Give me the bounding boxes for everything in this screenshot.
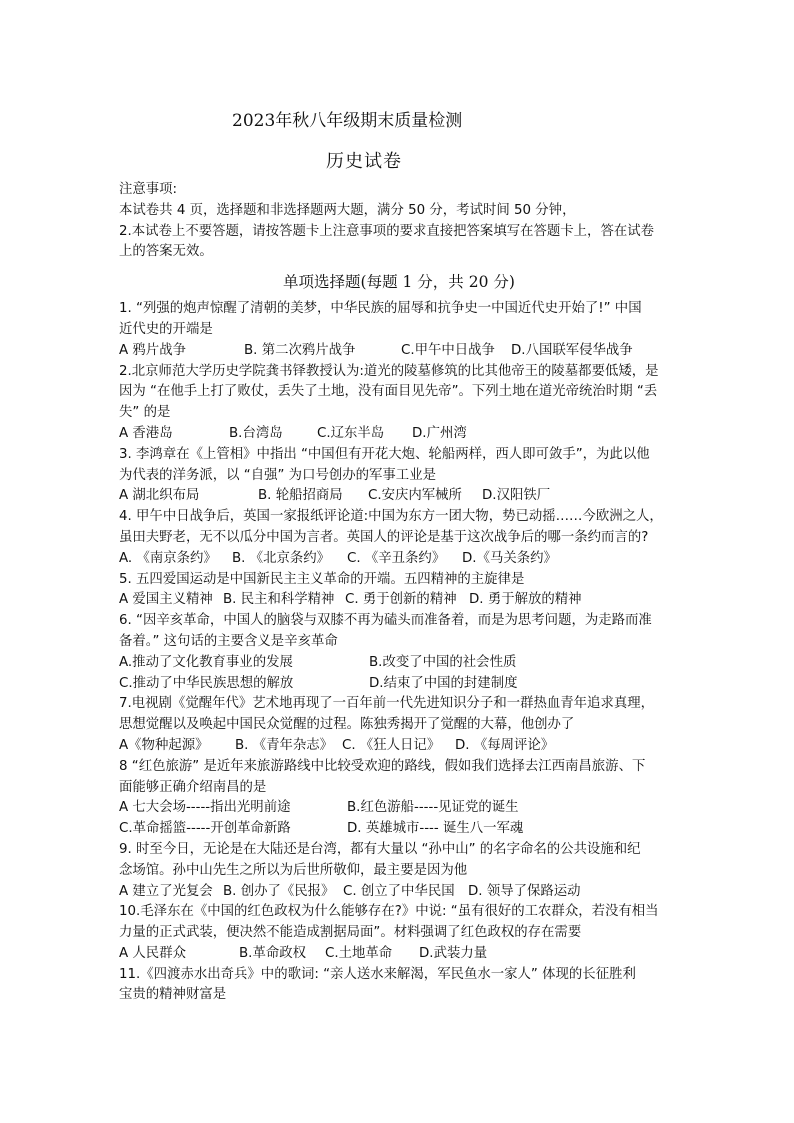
question-options: [119, 674, 679, 695]
option: A 香港岛: [119, 425, 173, 441]
option: A. 《南京条约》: [119, 550, 217, 566]
option: D.广州湾: [412, 425, 467, 441]
question: [119, 965, 679, 1007]
question-stem: 宝贵的精神财富是: [119, 987, 227, 1003]
question-stem: 7.电视剧《觉醒年代》艺术地再现了一百年前一代先进知识分子和一群热血青年追求真理，: [119, 696, 655, 712]
question-stem: 2.北京师范大学历史学院龚书铎教授认为:道光的陵墓修筑的比其他帝王的陵墓都要低矮，是: [119, 363, 659, 379]
question-options: [119, 819, 679, 840]
option: A.推动了文化教育事业的发展: [119, 654, 293, 670]
option: B.改变了中国的社会性质: [369, 654, 517, 670]
option: D. 勇于解放的精神: [469, 592, 582, 608]
notice-line: 2.本试卷上不要答题，请按答题卡上注意事项的要求直接把答案填写在答题卡上，答在试卷: [119, 223, 655, 239]
option: A 湖北织布局: [119, 488, 200, 504]
option: D.结束了中国的封建制度: [369, 675, 518, 691]
option: B. 轮船招商局: [258, 488, 343, 504]
option: D.汉阳铁厂: [482, 488, 551, 504]
question-stem: 失” 的是: [119, 405, 171, 421]
option: D. 英雄城市---- 诞生八一军魂: [347, 821, 524, 837]
question-stem: 6. “因辛亥革命，中国人的脑袋与双膝不再为磕头而准备着，而是为思考问题，为走路而准: [119, 613, 652, 629]
option: C.甲午中日战争: [401, 342, 495, 358]
option: C.推动了中华民族思想的解放: [119, 675, 294, 691]
exam-subject: 历史试卷: [326, 151, 402, 172]
section-title: 单项选择题(每题 1 分，共 20 分): [283, 273, 515, 292]
option: D. 《每周评论》: [455, 737, 555, 753]
question-stem: 3. 李鸿章在《上管相》中指出 “中国但有开花大炮、轮船两样，西人即可敛手”，为此以他: [119, 446, 650, 462]
question-options: [119, 424, 679, 445]
question: [119, 694, 679, 756]
option: B. 创办了《民报》: [223, 883, 335, 899]
question-stem: 8 “红色旅游” 是近年来旅游路线中比较受欢迎的路线，假如我们选择去江西南昌旅游、下: [119, 758, 646, 774]
option: A 鸦片战争: [119, 342, 186, 358]
question: [119, 840, 679, 902]
question-options: [119, 944, 679, 965]
question-stem: 9. 时至今日，无论是在大陆还是台湾，都有大量以 “孙中山” 的名字命名的公共设施和纪: [119, 841, 641, 857]
question-stem: 思想觉醒以及唤起中国民众觉醒的过程。陈独秀揭开了觉醒的大幕，他创办了: [119, 717, 575, 733]
option: A 爱国主义精神: [119, 592, 213, 608]
question-stem: 1. “列强的炮声惊醒了清朝的美梦，中华民族的屈辱和抗争史一中国近代史开始了!” 中国: [119, 301, 642, 317]
question-options: [119, 486, 679, 507]
question-options: [119, 736, 679, 757]
exam-title: 2023年秋八年级期末质量检测: [232, 111, 463, 131]
notice-line: 本试卷共 4 页，选择题和非选择题两大题，满分 50 分，考试时间 50 分钟，: [119, 202, 576, 218]
exam-body: [119, 180, 679, 1006]
question: [119, 570, 679, 612]
option: B. 《青年杂志》: [235, 737, 334, 753]
option: C. 创立了中华民国: [343, 883, 455, 899]
notice-heading: 注意事项:: [119, 182, 178, 197]
question-stem: 力量的正式武装，便决然不能造成割据局面”。材料强调了红色政权的存在需要: [119, 925, 582, 941]
option: C.革命摇篮-----开创革命新路: [119, 821, 291, 837]
question-stem: 10.毛泽东在《中国的红色政权为什么能够存在?》中说: “虽有很好的工农群众，若没有相当: [119, 904, 659, 920]
question-options: [119, 341, 679, 362]
question-options: [119, 590, 679, 611]
option: C.土地革命: [325, 945, 393, 961]
option: B.革命政权: [239, 945, 307, 961]
option: D. 领导了保路运动: [468, 883, 581, 899]
question: [119, 445, 679, 507]
option: A 人民群众: [119, 945, 186, 961]
option: D.八国联军侵华战争: [511, 342, 633, 358]
question: [119, 507, 679, 569]
question-options: [119, 653, 679, 674]
option: C.安庆内军械所: [368, 488, 462, 504]
question-options: [119, 882, 679, 903]
question: [119, 299, 679, 361]
option: B. 民主和科学精神: [223, 592, 335, 608]
question: [119, 362, 679, 445]
notice-line: 上的答案无效。: [119, 244, 213, 260]
question: [119, 902, 679, 964]
question-stem: 因为 “在他手上打了败仗，丢失了土地，没有面目见先帝”。下列土地在道光帝统治时期 “丢: [119, 384, 658, 400]
option: A 建立了光复会: [119, 883, 213, 899]
option: A 七大会场-----指出光明前途: [119, 800, 291, 816]
option: A《物种起源》: [119, 737, 209, 753]
option: B.台湾岛: [229, 425, 283, 441]
option: D.《马关条约》: [462, 550, 557, 566]
question-stem: 5. 五四爱国运动是中国新民主主义革命的开端。五四精神的主旋律是: [119, 571, 525, 587]
option: C. 《辛丑条约》: [347, 550, 446, 566]
question-stem: 11.《四渡赤水出奇兵》中的歌词: “亲人送水来解渴，军民鱼水一家人” 体现的长征胜利: [119, 966, 636, 982]
question-stem: 为代表的洋务派，以 “自强” 为口号创办的军事工业是: [119, 467, 436, 483]
question-stem: 面能够正确介绍南昌的是: [119, 779, 267, 795]
question-options: [119, 549, 679, 570]
option: C. 勇于创新的精神: [345, 592, 457, 608]
question-stem: 近代史的开端是: [119, 321, 213, 337]
question-stem: 4. 甲午中日战争后，英国一家报纸评论道:中国为东方一团大物，势已动摇……今欧洲之人，: [119, 509, 663, 525]
question-stem: 备着。” 这句话的主要含义是辛亥革命: [119, 633, 338, 649]
question-options: [119, 798, 679, 819]
question-stem: 虽田夫野老，无不以瓜分中国为言者。英国人的评论是基于这次战争后的哪一条约而言的?: [119, 529, 649, 545]
question: [119, 757, 679, 840]
question: [119, 611, 679, 694]
option: B.红色游船-----见证党的诞生: [347, 800, 519, 816]
option: B. 《北京条约》: [232, 550, 331, 566]
option: C. 《狂人日记》: [342, 737, 441, 753]
option: B. 第二次鸦片战争: [244, 342, 356, 358]
option: D.武装力量: [419, 945, 488, 961]
option: C.辽东半岛: [317, 425, 385, 441]
question-stem: 念场馆。孙中山先生之所以为后世所敬仰，最主要是因为他: [119, 862, 468, 878]
